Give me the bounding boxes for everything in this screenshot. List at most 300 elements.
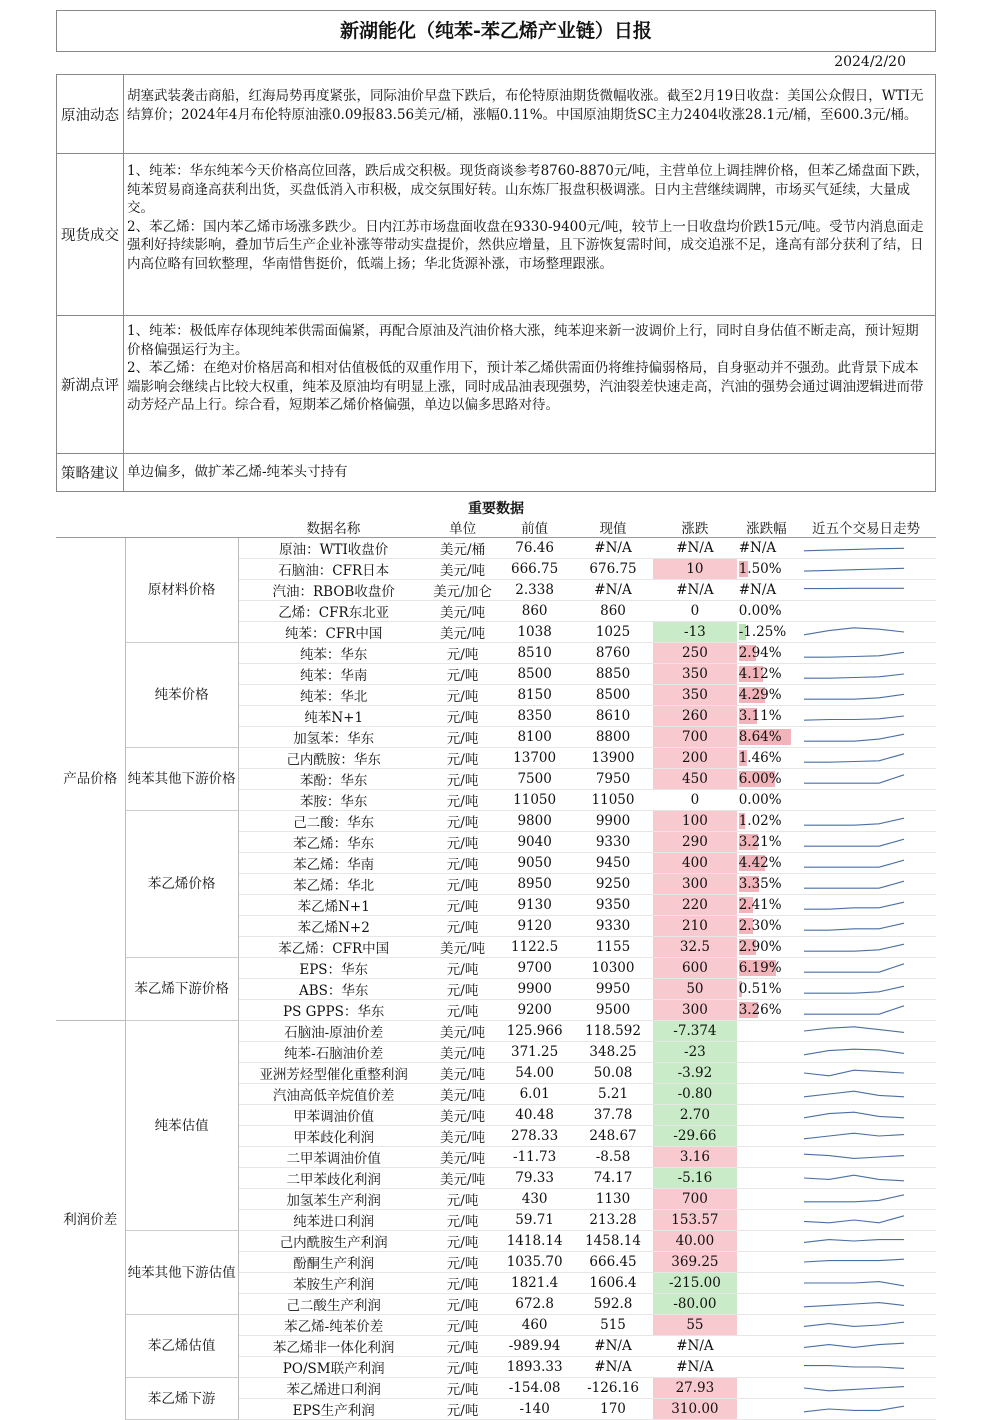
cell-name: 苯乙烯：华北: [238, 874, 429, 895]
cell-current: 9900: [573, 811, 653, 832]
sparkline-chart: [798, 1253, 910, 1271]
cell-unit: 元/吨: [429, 916, 497, 937]
cell-prev: 8350: [496, 706, 573, 727]
cell-name: 纯苯：CFR中国: [238, 622, 429, 643]
subgroup-label: 纯苯估值: [125, 1021, 238, 1231]
group-label: 产品价格: [56, 538, 125, 1021]
sparkline-chart: [798, 665, 910, 683]
cell-change-pct: [737, 1399, 796, 1420]
cell-unit: 元/吨: [429, 832, 497, 853]
sparkline-chart: [798, 875, 910, 893]
sparkline-path: [804, 881, 904, 888]
cell-unit: 美元/吨: [429, 1063, 497, 1084]
cell-name: 纯苯：华南: [238, 664, 429, 685]
cell-unit: 元/吨: [429, 1357, 497, 1378]
subgroup-label: 纯苯其他下游估值: [125, 1231, 238, 1315]
table-row: [56, 1378, 936, 1399]
cell-unit: 美元/吨: [429, 1126, 497, 1147]
cell-change: 350: [653, 664, 737, 685]
sparkline-chart: [798, 854, 910, 872]
cell-sparkline: [796, 937, 936, 958]
pct-value: #N/A: [739, 582, 776, 598]
sparkline-path: [804, 902, 904, 909]
cell-change-pct: [737, 622, 796, 643]
pct-value: 2.41%: [739, 897, 782, 913]
cell-prev: 8150: [496, 685, 573, 706]
cell-current: #N/A: [573, 538, 653, 559]
cell-change-pct: [737, 1084, 796, 1105]
cell-change-pct: [737, 895, 796, 916]
cell-name: EPS生产利润: [238, 1399, 429, 1420]
section-paragraph: 2、苯乙烯：在绝对价格居高和相对估值极低的双重作用下，预计苯乙烯供需面仍将维持偏弱格局，自身驱动并不强劲。此背景下成本端影响会继续占比较大权重，纯苯及原油均有明显上涨，同时成品油表现强势，汽油裂差快速走高，汽油的强势会通过调油逻辑进而带动芳烃产品上行。综合看，短期苯乙烯价格偏强，单边以偏多思路对待。: [127, 359, 929, 415]
sparkline-chart: [798, 686, 910, 704]
cell-current: #N/A: [573, 1336, 653, 1357]
subgroup-label: 纯苯价格: [125, 643, 238, 748]
cell-change: 2.70: [653, 1105, 737, 1126]
cell-unit: 美元/加仑: [429, 580, 497, 601]
cell-prev: 59.71: [496, 1210, 573, 1231]
cell-change: 300: [653, 874, 737, 895]
cell-current: 515: [573, 1315, 653, 1336]
cell-prev: 1821.4: [496, 1273, 573, 1294]
cell-prev: 9120: [496, 916, 573, 937]
cell-unit: 元/吨: [429, 853, 497, 874]
sparkline-chart: [798, 896, 910, 914]
section-label: 原油动态: [57, 75, 124, 153]
pct-value: 6.19%: [739, 960, 782, 976]
cell-change: 310.00: [653, 1399, 737, 1420]
cell-current: 9450: [573, 853, 653, 874]
sparkline-path: [804, 923, 904, 930]
cell-change-pct: [737, 1189, 796, 1210]
report-date: 2024/2/20: [834, 54, 906, 70]
cell-change: 0: [653, 601, 737, 622]
cell-sparkline: [796, 853, 936, 874]
pct-value: 3.35%: [739, 876, 782, 892]
cell-change: 100: [653, 811, 737, 832]
cell-sparkline: [796, 1210, 936, 1231]
sparkline-path: [804, 818, 904, 825]
cell-unit: 元/吨: [429, 979, 497, 1000]
cell-sparkline: [796, 727, 936, 748]
cell-change-pct: [737, 1273, 796, 1294]
cell-sparkline: [796, 559, 936, 580]
cell-current: -126.16: [573, 1378, 653, 1399]
cell-name: 苯乙烯：CFR中国: [238, 937, 429, 958]
data-table: [56, 517, 936, 1420]
cell-current: 170: [573, 1399, 653, 1420]
cell-sparkline: [796, 1000, 936, 1021]
sparkline-chart: [798, 1379, 910, 1397]
sparkline-chart: [798, 1337, 910, 1355]
cell-unit: 元/吨: [429, 958, 497, 979]
cell-name: 苯乙烯非一体化利润: [238, 1336, 429, 1357]
cell-change-pct: [737, 1336, 796, 1357]
table-header-row: [56, 517, 936, 538]
sparkline-chart: [798, 938, 910, 956]
cell-sparkline: [796, 1126, 936, 1147]
cell-current: 213.28: [573, 1210, 653, 1231]
sparkline-chart: [798, 1001, 910, 1019]
sparkline-chart: [798, 1274, 910, 1292]
cell-unit: 美元/吨: [429, 1042, 497, 1063]
cell-change: 55: [653, 1315, 737, 1336]
subgroup-label: 苯乙烯下游: [125, 1378, 238, 1420]
cell-sparkline: [796, 1168, 936, 1189]
sparkline-path: [804, 775, 904, 783]
cell-sparkline: [796, 1021, 936, 1042]
pct-value: 2.30%: [739, 918, 782, 934]
cell-change: 290: [653, 832, 737, 853]
cell-change: #N/A: [653, 1336, 737, 1357]
cell-name: 己二酸生产利润: [238, 1294, 429, 1315]
cell-change-pct: [737, 1147, 796, 1168]
cell-unit: 元/吨: [429, 643, 497, 664]
sparkline-path: [804, 1006, 904, 1014]
cell-unit: 美元/吨: [429, 601, 497, 622]
sparkline-chart: [798, 1295, 910, 1313]
sparkline-path: [804, 1240, 904, 1243]
cell-unit: 元/吨: [429, 874, 497, 895]
cell-name: 加氢苯：华东: [238, 727, 429, 748]
header-cell: 涨跌: [653, 517, 737, 538]
section-label: 新湖点评: [57, 316, 124, 453]
sparkline-chart: [798, 959, 910, 977]
cell-change: 400: [653, 853, 737, 874]
cell-name: PS GPPS：华东: [238, 1000, 429, 1021]
sparkline-path: [804, 1282, 904, 1286]
cell-unit: 美元/吨: [429, 1021, 497, 1042]
sparkline-path: [804, 1216, 904, 1223]
table-row: [56, 958, 936, 979]
pct-value: 3.21%: [739, 834, 782, 850]
cell-current: 11050: [573, 790, 653, 811]
cell-current: 8610: [573, 706, 653, 727]
cell-sparkline: [796, 1357, 936, 1378]
sparkline-path: [804, 548, 904, 551]
cell-unit: 美元/吨: [429, 1105, 497, 1126]
table-row: [56, 748, 936, 769]
cell-prev: 11050: [496, 790, 573, 811]
cell-prev: 278.33: [496, 1126, 573, 1147]
sparkline-chart: [798, 644, 910, 662]
cell-name: ABS：华东: [238, 979, 429, 1000]
cell-sparkline: [796, 874, 936, 895]
cell-unit: 美元/吨: [429, 559, 497, 580]
table-row: [56, 1315, 936, 1336]
cell-name: 纯苯：华东: [238, 643, 429, 664]
cell-current: 592.8: [573, 1294, 653, 1315]
subgroup-label: 原材料价格: [125, 538, 238, 643]
sparkline-path: [804, 652, 904, 657]
cell-prev: 8500: [496, 664, 573, 685]
cell-name: 苯酚：华东: [238, 769, 429, 790]
cell-unit: 元/吨: [429, 1189, 497, 1210]
header-cell: 单位: [429, 517, 497, 538]
cell-unit: 元/吨: [429, 1210, 497, 1231]
cell-sparkline: [796, 1042, 936, 1063]
cell-prev: -154.08: [496, 1378, 573, 1399]
cell-name: 纯苯N+1: [238, 706, 429, 727]
cell-unit: 美元/吨: [429, 1084, 497, 1105]
cell-current: -8.58: [573, 1147, 653, 1168]
cell-change-pct: [737, 1210, 796, 1231]
cell-change: -23: [653, 1042, 737, 1063]
sparkline-path: [804, 1366, 904, 1369]
cell-name: PO/SM联产利润: [238, 1357, 429, 1378]
cell-unit: 元/吨: [429, 790, 497, 811]
section-paragraph: 1、纯苯：华东纯苯今天价格高位回落，跌后成交积极。现货商谈参考8760-8870元/吨，主营单位上调挂牌价格，但苯乙烯盘面下跌，纯苯贸易商逢高获利出货，买盘低消入市积极，成交氛围好转。山东炼厂报盘积极调涨。日内主营继续调牌，市场买气延续，大量成交。: [127, 162, 929, 218]
section-paragraph: 单边偏多，做扩苯乙烯-纯苯头寸持有: [127, 463, 929, 482]
pct-value: 1.02%: [739, 813, 782, 829]
cell-change-pct: [737, 727, 796, 748]
report-title: 新湖能化（纯苯-苯乙烯产业链）日报: [56, 10, 936, 52]
cell-current: 5.21: [573, 1084, 653, 1105]
section-spot: [56, 154, 936, 316]
section-crude: [56, 74, 936, 154]
cell-current: 7950: [573, 769, 653, 790]
cell-prev: 9200: [496, 1000, 573, 1021]
cell-name: EPS：华东: [238, 958, 429, 979]
sparkline-path: [804, 1322, 904, 1326]
cell-sparkline: [796, 643, 936, 664]
cell-current: 9350: [573, 895, 653, 916]
cell-name: 苯乙烯进口利润: [238, 1378, 429, 1399]
cell-sparkline: [796, 1063, 936, 1084]
sparkline-chart: [798, 833, 910, 851]
cell-change-pct: [737, 1021, 796, 1042]
cell-prev: 9900: [496, 979, 573, 1000]
cell-unit: 元/吨: [429, 1315, 497, 1336]
cell-change: 10: [653, 559, 737, 580]
sparkline-chart: [798, 1085, 910, 1103]
cell-name: 乙烯：CFR东北亚: [238, 601, 429, 622]
sparkline-chart: [798, 1106, 910, 1124]
cell-unit: 元/吨: [429, 1336, 497, 1357]
cell-change-pct: [737, 643, 796, 664]
sparkline-chart: [798, 1127, 910, 1145]
section-label: 现货成交: [57, 154, 124, 315]
cell-change-pct: [737, 811, 796, 832]
cell-name: 甲苯调油价值: [238, 1105, 429, 1126]
cell-change: 200: [653, 748, 737, 769]
pct-value: 0.51%: [739, 981, 782, 997]
pct-value: 4.12%: [739, 666, 782, 682]
sparkline-chart: [798, 1190, 910, 1208]
sparkline-chart: [798, 728, 910, 746]
cell-prev: -11.73: [496, 1147, 573, 1168]
pct-value: 6.00%: [739, 771, 782, 787]
cell-unit: 元/吨: [429, 1273, 497, 1294]
sparkline-path: [804, 716, 904, 720]
pct-value: 8.64%: [739, 729, 782, 745]
pct-value: 4.29%: [739, 687, 782, 703]
cell-current: 666.45: [573, 1252, 653, 1273]
cell-current: 676.75: [573, 559, 653, 580]
cell-name: 原油：WTI收盘价: [238, 538, 429, 559]
section-label: 策略建议: [57, 454, 124, 491]
sparkline-chart: [798, 1316, 910, 1334]
cell-name: 苯乙烯-纯苯价差: [238, 1315, 429, 1336]
header-cell: 前值: [496, 517, 573, 538]
cell-current: 8800: [573, 727, 653, 748]
cell-prev: 13700: [496, 748, 573, 769]
cell-current: 8850: [573, 664, 653, 685]
cell-change-pct: [737, 790, 796, 811]
cell-change-pct: [737, 832, 796, 853]
cell-change-pct: [737, 1105, 796, 1126]
cell-name: 酚酮生产利润: [238, 1252, 429, 1273]
sparkline-path: [804, 1195, 904, 1202]
cell-change: 260: [653, 706, 737, 727]
cell-change-pct: [737, 1000, 796, 1021]
cell-change: 700: [653, 1189, 737, 1210]
cell-name: 纯苯：华北: [238, 685, 429, 706]
cell-change-pct: [737, 979, 796, 1000]
pct-value: #N/A: [739, 540, 776, 556]
cell-change-pct: [737, 1294, 796, 1315]
cell-change-pct: [737, 664, 796, 685]
cell-change-pct: [737, 853, 796, 874]
cell-name: 二甲苯调油价值: [238, 1147, 429, 1168]
pct-value: 1.50%: [739, 561, 782, 577]
sparkline-chart: [798, 560, 910, 578]
cell-name: 甲苯歧化利润: [238, 1126, 429, 1147]
cell-change: 153.57: [653, 1210, 737, 1231]
cell-unit: 美元/吨: [429, 1168, 497, 1189]
sparkline-path: [804, 1112, 904, 1118]
cell-change: 250: [653, 643, 737, 664]
cell-name: 石脑油-原油价差: [238, 1021, 429, 1042]
cell-sparkline: [796, 1294, 936, 1315]
cell-current: 8500: [573, 685, 653, 706]
cell-unit: 元/吨: [429, 1399, 497, 1420]
sparkline-chart: [798, 707, 910, 725]
cell-prev: 9050: [496, 853, 573, 874]
cell-change: 450: [653, 769, 737, 790]
sparkline-chart: [798, 770, 910, 788]
cell-sparkline: [796, 1273, 936, 1294]
cell-change-pct: [737, 958, 796, 979]
cell-name: 己二酸：华东: [238, 811, 429, 832]
sparkline-path: [804, 1027, 904, 1033]
table-row: [56, 643, 936, 664]
cell-unit: 元/吨: [429, 895, 497, 916]
cell-sparkline: [796, 1147, 936, 1168]
sparkline-path: [804, 1070, 904, 1076]
cell-name: 苯胺：华东: [238, 790, 429, 811]
cell-change-pct: [737, 1378, 796, 1399]
cell-prev: 2.338: [496, 580, 573, 601]
cell-sparkline: [796, 811, 936, 832]
pct-value: 1.46%: [739, 750, 782, 766]
cell-sparkline: [796, 895, 936, 916]
pct-value: 0.00%: [739, 603, 782, 619]
cell-change-pct: [737, 874, 796, 895]
cell-unit: 元/吨: [429, 769, 497, 790]
sparkline-path: [804, 839, 904, 846]
cell-change-pct: [737, 1357, 796, 1378]
cell-sparkline: [796, 769, 936, 790]
cell-unit: 美元/吨: [429, 937, 497, 958]
cell-change: #N/A: [653, 580, 737, 601]
sparkline-chart: [798, 1022, 910, 1040]
cell-name: 汽油：RBOB收盘价: [238, 580, 429, 601]
cell-change: 32.5: [653, 937, 737, 958]
sparkline-chart: [798, 1232, 910, 1250]
cell-change: 40.00: [653, 1231, 737, 1252]
cell-prev: 7500: [496, 769, 573, 790]
cell-current: 8760: [573, 643, 653, 664]
header-cell: 现值: [573, 517, 653, 538]
cell-sparkline: [796, 1084, 936, 1105]
cell-prev: 54.00: [496, 1063, 573, 1084]
cell-current: 1130: [573, 1189, 653, 1210]
cell-sparkline: [796, 622, 936, 643]
cell-current: 1606.4: [573, 1273, 653, 1294]
sparkline-path: [804, 568, 904, 571]
cell-change-pct: [737, 1315, 796, 1336]
cell-change: -215.00: [653, 1273, 737, 1294]
table-row: [56, 538, 936, 559]
cell-change-pct: [737, 559, 796, 580]
cell-current: 37.78: [573, 1105, 653, 1126]
cell-change: 220: [653, 895, 737, 916]
subgroup-label: 纯苯其他下游价格: [125, 748, 238, 811]
report-sheet: [56, 10, 936, 1403]
cell-name: 苯乙烯：华南: [238, 853, 429, 874]
cell-change: -7.374: [653, 1021, 737, 1042]
cell-change-pct: [737, 748, 796, 769]
cell-prev: 9130: [496, 895, 573, 916]
cell-current: #N/A: [573, 580, 653, 601]
cell-current: 9330: [573, 916, 653, 937]
pct-value: 0.00%: [739, 792, 782, 808]
cell-sparkline: [796, 706, 936, 727]
cell-unit: 元/吨: [429, 727, 497, 748]
header-cell: 近五个交易日走势: [796, 517, 936, 538]
cell-name: 亚洲芳烃型催化重整利润: [238, 1063, 429, 1084]
cell-prev: 1418.14: [496, 1231, 573, 1252]
cell-change: 27.93: [653, 1378, 737, 1399]
cell-current: 1025: [573, 622, 653, 643]
sparkline-path: [804, 1133, 904, 1139]
pct-value: -1.25%: [739, 624, 786, 640]
cell-change: -13: [653, 622, 737, 643]
data-table-title: 重要数据: [56, 498, 936, 518]
cell-prev: 76.46: [496, 538, 573, 559]
sparkline-chart: [798, 1358, 910, 1376]
cell-prev: 8100: [496, 727, 573, 748]
sparkline-path: [804, 944, 904, 951]
pct-value: 2.94%: [739, 645, 782, 661]
table-row: [56, 1231, 936, 1252]
sparkline-path: [804, 1049, 904, 1055]
cell-change-pct: [737, 538, 796, 559]
pct-value: 3.11%: [739, 708, 782, 724]
subgroup-label: 苯乙烯估值: [125, 1315, 238, 1378]
cell-sparkline: [796, 664, 936, 685]
cell-unit: 元/吨: [429, 1378, 497, 1399]
cell-prev: -140: [496, 1399, 573, 1420]
cell-change: 50: [653, 979, 737, 1000]
cell-current: 50.08: [573, 1063, 653, 1084]
sparkline-chart: [798, 1169, 910, 1187]
section-strategy: [56, 454, 936, 492]
group-label: 利润价差: [56, 1021, 125, 1420]
sparkline-chart: [798, 812, 910, 830]
sparkline-path: [804, 1259, 904, 1262]
